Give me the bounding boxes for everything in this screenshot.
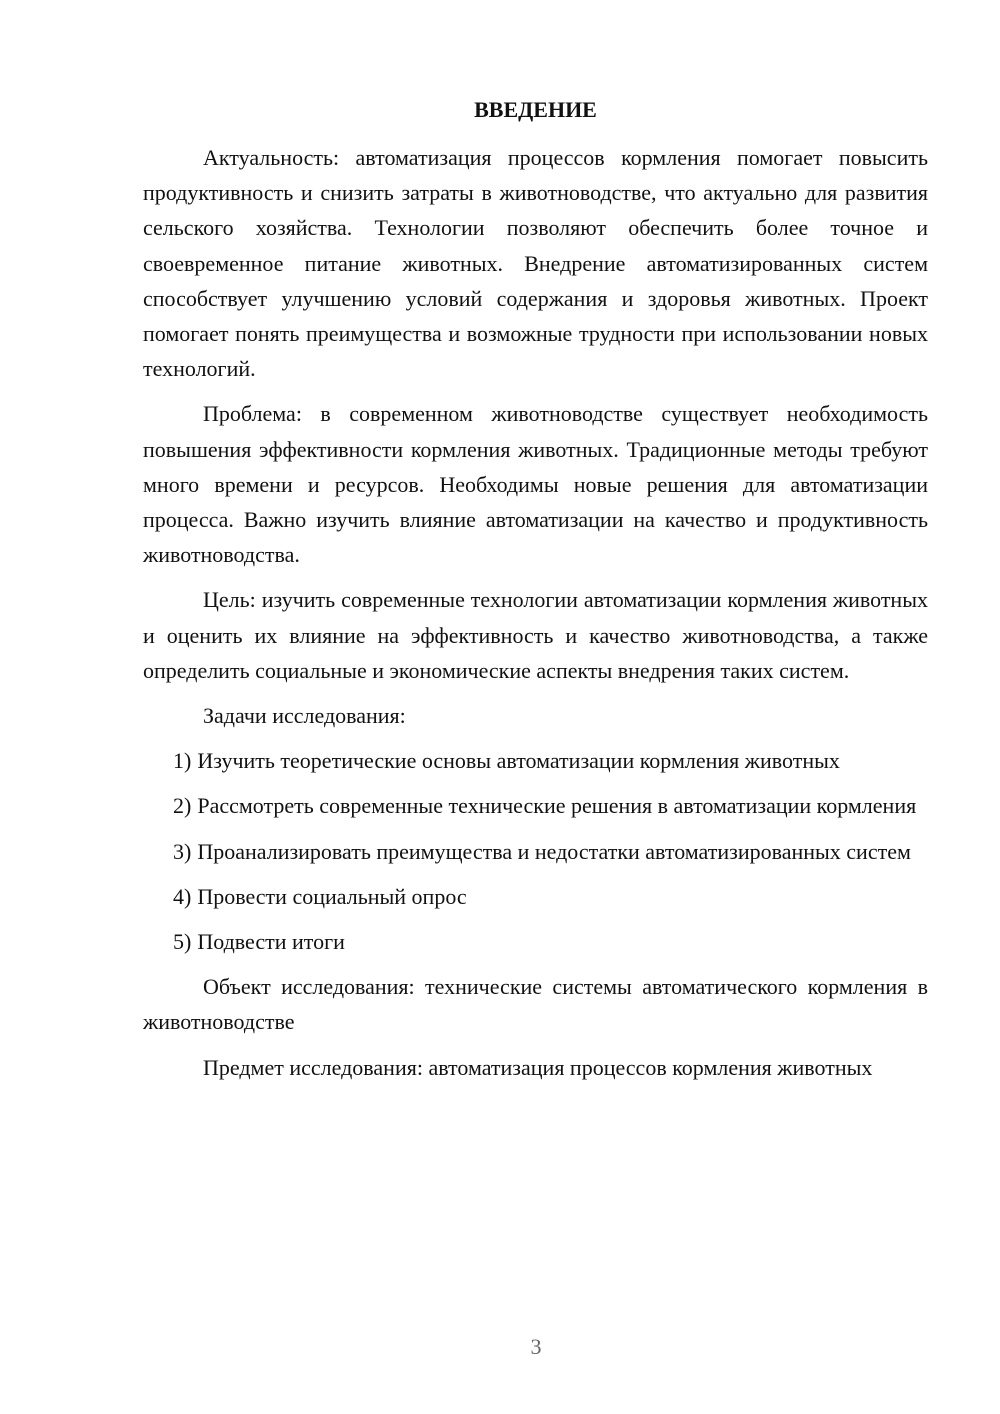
task-number: 2) — [173, 793, 192, 819]
page-number: 3 — [530, 1334, 542, 1359]
task-item-1 — [143, 743, 928, 778]
goal-paragraph: Цель: изучить современные технологии автоматизации кормления животных и оценить их влияние на эффективность и качество животноводства, а также определить социальные и экономические аспекты внедрения таких систем. — [143, 587, 928, 683]
section-title: ВВЕДЕНИЕ — [474, 97, 597, 122]
task-item-2 — [143, 788, 928, 823]
task-text: Подвести итоги — [197, 929, 345, 955]
task-number: 4) — [173, 883, 192, 909]
task-number: 1) — [173, 748, 192, 774]
task-text: Рассмотреть современные технические решения в автоматизации кормления — [197, 793, 917, 819]
task-text: Провести социальный опрос — [197, 883, 467, 909]
task-text: Изучить теоретические основы автоматизации кормления животных — [197, 748, 840, 774]
tasks-heading: Задачи исследования: — [203, 703, 406, 729]
problem-paragraph: Проблема: в современном животноводстве существует необходимость повышения эффективности кормления животных. Традиционные методы требуют много времени и ресурсов. Необходимы новые решения для автоматизации процесса. Важно изучить влияние автоматизации на качество и продуктивность животноводства. — [143, 401, 928, 568]
task-text: Проанализировать преимущества и недостатки автоматизированных систем — [197, 838, 911, 864]
relevance-paragraph: Актуальность: автоматизация процессов кормления помогает повысить продуктивность и снизить затраты в животноводстве, что актуально для развития сельского хозяйства. Технологии позволяют обеспечить более точное и своевременное питание животных. Внедрение автоматизированных систем способствует улучшению условий содержания и здоровья животных. Проект помогает понять преимущества и возможные трудности при использовании новых технологий. — [143, 145, 928, 382]
page-content — [143, 96, 928, 1095]
task-item-3 — [143, 834, 928, 869]
object-paragraph: Объект исследования: технические системы автоматического кормления в животноводстве — [143, 974, 928, 1035]
task-number: 3) — [173, 838, 192, 864]
task-item-4 — [143, 879, 928, 914]
task-item-5 — [143, 924, 928, 959]
task-number: 5) — [173, 929, 192, 955]
subject-paragraph: Предмет исследования: автоматизация процессов кормления животных — [203, 1054, 873, 1080]
